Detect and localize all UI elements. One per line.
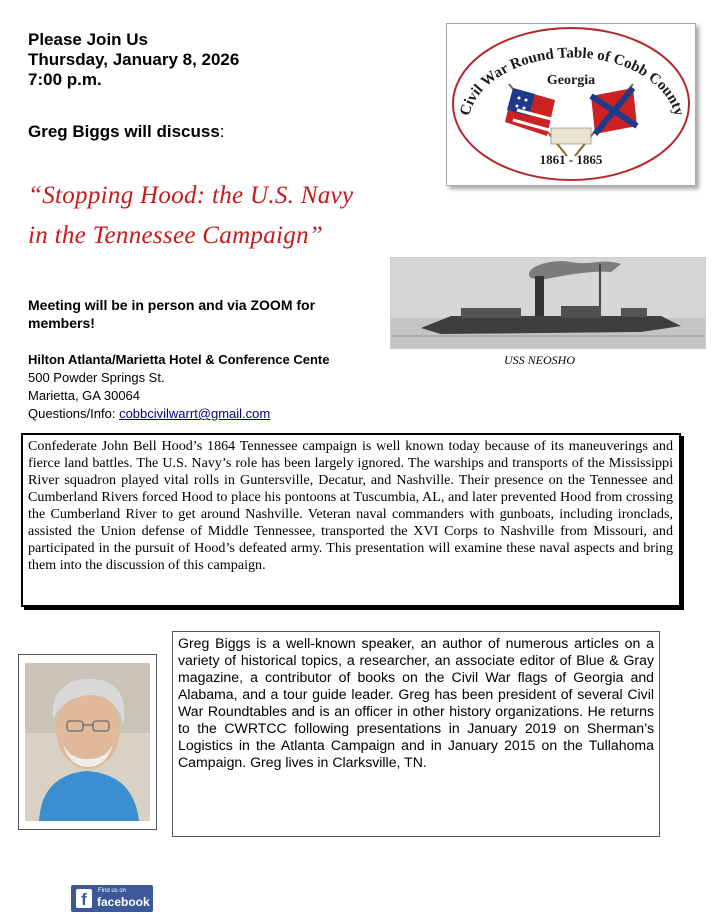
- cwrt-logo: [446, 23, 696, 186]
- header-time: 7:00 p.m.: [28, 70, 102, 89]
- speaker-intro: [28, 122, 225, 142]
- speaker-intro-colon: :: [219, 122, 225, 141]
- facebook-badge-big: facebook: [97, 895, 150, 909]
- venue-street: 500 Powder Springs St.: [28, 370, 165, 385]
- logo-state: Georgia: [546, 73, 596, 88]
- speaker-bio-text: Greg Biggs is a well-known speaker, an author of numerous articles on a variety of historical topics, a researcher, an associate editor of Blue & Gray magazine, a contributor of books on the Civil War flags of Georgia and Alabama, and a tour guide leader. Greg has been president of several Civil War Roundtables and is an officer in other history organizations. He returns to the CWRTCC following presentations in January 2019 on Sherman’s Logistics in the Atlanta Campaign and in January 2015 on the Tullahoma Campaign. Greg lives in Clarksville, TN.: [178, 635, 654, 770]
- facebook-badge-small: Find us on: [98, 888, 127, 894]
- ironclad-ship-illustration: [391, 258, 705, 348]
- talk-title-line2: in the Tennessee Campaign”: [28, 222, 324, 249]
- speaker-intro-text: Greg Biggs will discuss: [28, 122, 220, 141]
- questions-label: Questions/Info:: [28, 406, 120, 421]
- venue-name: Hilton Atlanta/Marietta Hotel & Conference Cente: [28, 352, 330, 367]
- logo-years: 1861 - 1865: [539, 152, 603, 167]
- venue-info: [28, 351, 380, 423]
- talk-title-line1: “Stopping Hood: the U.S. Navy: [28, 182, 354, 209]
- event-header: [28, 30, 239, 90]
- venue-city: Marietta, GA 30064: [28, 388, 141, 403]
- ship-caption: USS NEOSHO: [504, 353, 575, 367]
- talk-summary-box: [21, 433, 681, 607]
- speaker-bio-box: [172, 631, 660, 837]
- facebook-icon: f: [76, 889, 92, 908]
- talk-title: [28, 176, 353, 256]
- facebook-badge[interactable]: [71, 885, 153, 912]
- speaker-photo: [18, 654, 157, 830]
- cwrt-logo-emblem: [447, 24, 695, 185]
- contact-email-link[interactable]: cobbcivilwarrt@gmail.com: [119, 406, 271, 421]
- logo-arc-text: Civil War Round Table of Cobb County: [457, 45, 687, 118]
- talk-summary-text: Confederate John Bell Hood’s 1864 Tennessee campaign is well known today because of its maneuverings and fierce land battles. The U.S. Navy’s role has been largely ignored. The warships and transports of the Mississippi River squadron played vital rolls in Guntersville, Decatur, and Nashville. Their presence on the Tennessee and Cumberland Rivers forced Hood to place his pontoons at Tuscumbia, AL, and later prevented Hood from crossing the Cumberland River to get around Nashville. Veteran naval commanders with gunboats, including ironclads, assisted the Union defense of Middle Tennessee, transported the XVI Corps to Nashville from Missouri, and participated in the pursuit of Hood’s defeated army. This presentation will examine these naval aspects and bring them into the discussion of this campaign.: [28, 438, 673, 573]
- venue-questions: [28, 405, 380, 423]
- header-invite: Please Join Us: [28, 30, 149, 49]
- ship-photo: [390, 257, 706, 349]
- speaker-portrait: [19, 655, 156, 829]
- meeting-format-note: Meeting will be in person and via ZOOM for members!: [28, 297, 316, 331]
- header-date: Thursday, January 8, 2026: [28, 50, 240, 69]
